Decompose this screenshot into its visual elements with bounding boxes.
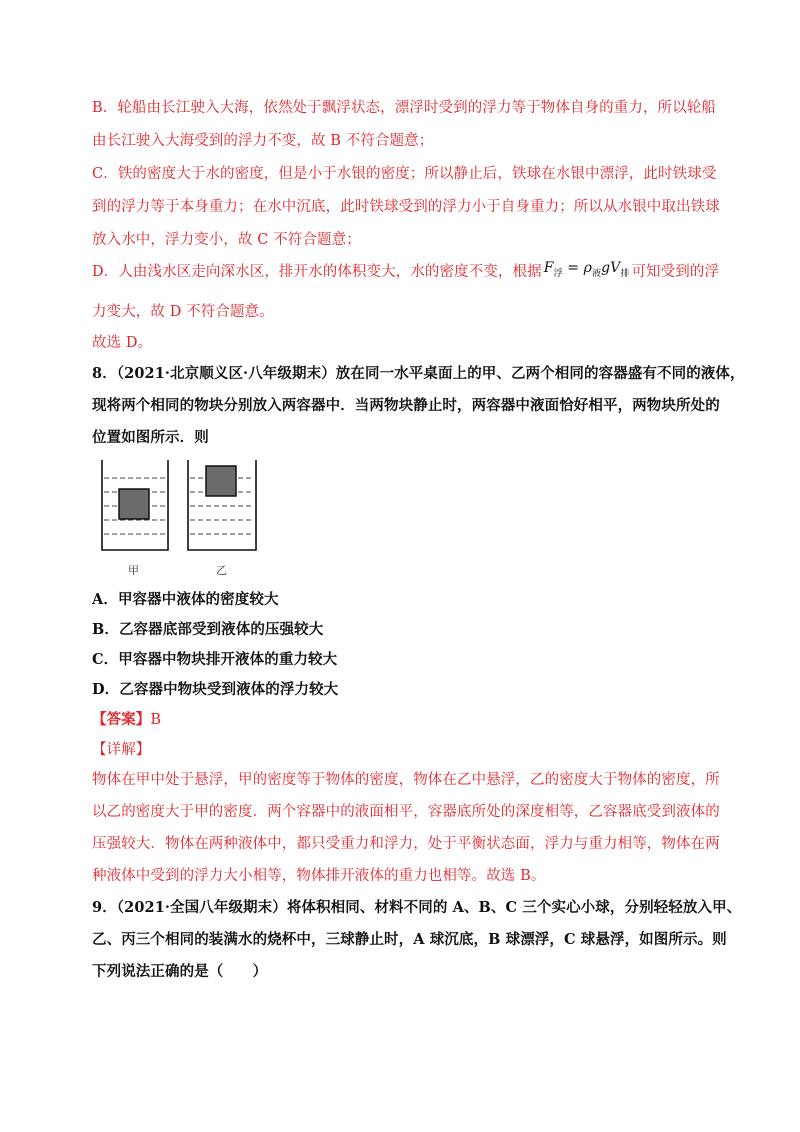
q8-answer-line — [92, 710, 161, 730]
q8-stem-line3: 位置如图所示．则 — [92, 429, 209, 446]
q9-stem-line1: 9．（2021·全国八年级期末）将体积相同、材料不同的 A、B、C 三个实心小球，分别轻轻放入甲、 — [92, 899, 742, 916]
q8-detail-line2: 以乙的密度大于甲的密度．两个容器中的液面相平，容器底所处的深度相等，乙容器底受到液体的 — [92, 804, 720, 820]
buoyancy-formula: $F_浮 = \rho_液gV_排$ — [543, 260, 630, 279]
explanation-b-line2: 由长江驶入大海受到的浮力不变，故 B 不符合题意； — [92, 133, 434, 149]
q8-option-d: D．乙容器中物块受到液体的浮力较大 — [92, 681, 339, 698]
q9-stem-line3: 下列说法正确的是（ ） — [92, 963, 268, 980]
explanation-c-line3: 放入水中，浮力变小，故 C 不符合题意； — [92, 232, 361, 248]
figure-label-left: 甲 — [128, 564, 139, 577]
container-left — [102, 460, 168, 550]
explanation-d-line2: 力变大，故 D 不符合题意。 — [92, 304, 274, 320]
conclusion-line: 故选 D。 — [92, 335, 153, 351]
explanation-b-line1: B．轮船由长江驶入大海，依然处于飘浮状态，漂浮时受到的浮力等于物体自身的重力，所以轮船 — [92, 100, 716, 116]
q8-detail-line3: 压强较大．物体在两种液体中，都只受重力和浮力，处于平衡状态面，浮力与重力相等，物体在两 — [92, 836, 720, 852]
q8-option-a: A．甲容器中液体的密度较大 — [92, 591, 279, 608]
container-right — [188, 460, 256, 550]
q8-detail-line1: 物体在甲中处于悬浮，甲的密度等于物体的密度，物体在乙中悬浮，乙的密度大于物体的密度，所 — [92, 772, 720, 788]
containers-diagram — [96, 458, 276, 576]
explanation-d-pre: D．人由浅水区走向深水区，排开水的体积变大，水的密度不变，根据 — [92, 264, 542, 280]
q9-stem-line2: 乙、丙三个相同的装满水的烧杯中，三球静止时，A 球沉底，B 球漂浮，C 球悬浮，如图所示。则 — [92, 931, 727, 948]
q8-stem-line1: 8．（2021·北京顺义区·八年级期末）放在同一水平桌面上的甲、乙两个相同的容器盛有不同的液体， — [92, 365, 745, 382]
figure-label-right: 乙 — [216, 564, 227, 577]
q8-option-b: B．乙容器底部受到液体的压强较大 — [92, 621, 324, 638]
q8-detail-line4: 种液体中受到的浮力大小相等，物体排开液体的重力也相等。故选 B。 — [92, 868, 546, 884]
explanation-c-line1: C．铁的密度大于水的密度，但是小于水银的密度；所以静止后，铁球在水银中漂浮，此时铁球受 — [92, 166, 717, 182]
block-left — [119, 489, 149, 519]
q8-stem-line2: 现将两个相同的物块分别放入两容器中．当两物块静止时，两容器中液面恰好相平，两物块所处的 — [92, 397, 720, 414]
explanation-d-line1 — [92, 262, 719, 288]
q8-figure — [96, 458, 276, 580]
explanation-c-line2: 到的浮力等于本身重力；在水中沉底，此时铁球受到的浮力小于自身重力；所以从水银中取出铁球 — [92, 199, 720, 215]
block-right — [206, 466, 236, 496]
answer-value: B — [150, 712, 162, 728]
explanation-d-post: 可知受到的浮 — [631, 264, 720, 280]
answer-tag: 【答案】 — [92, 711, 151, 728]
detail-tag: 【详解】 — [92, 742, 151, 758]
q8-option-c: C．甲容器中物块排开液体的重力较大 — [92, 651, 338, 668]
